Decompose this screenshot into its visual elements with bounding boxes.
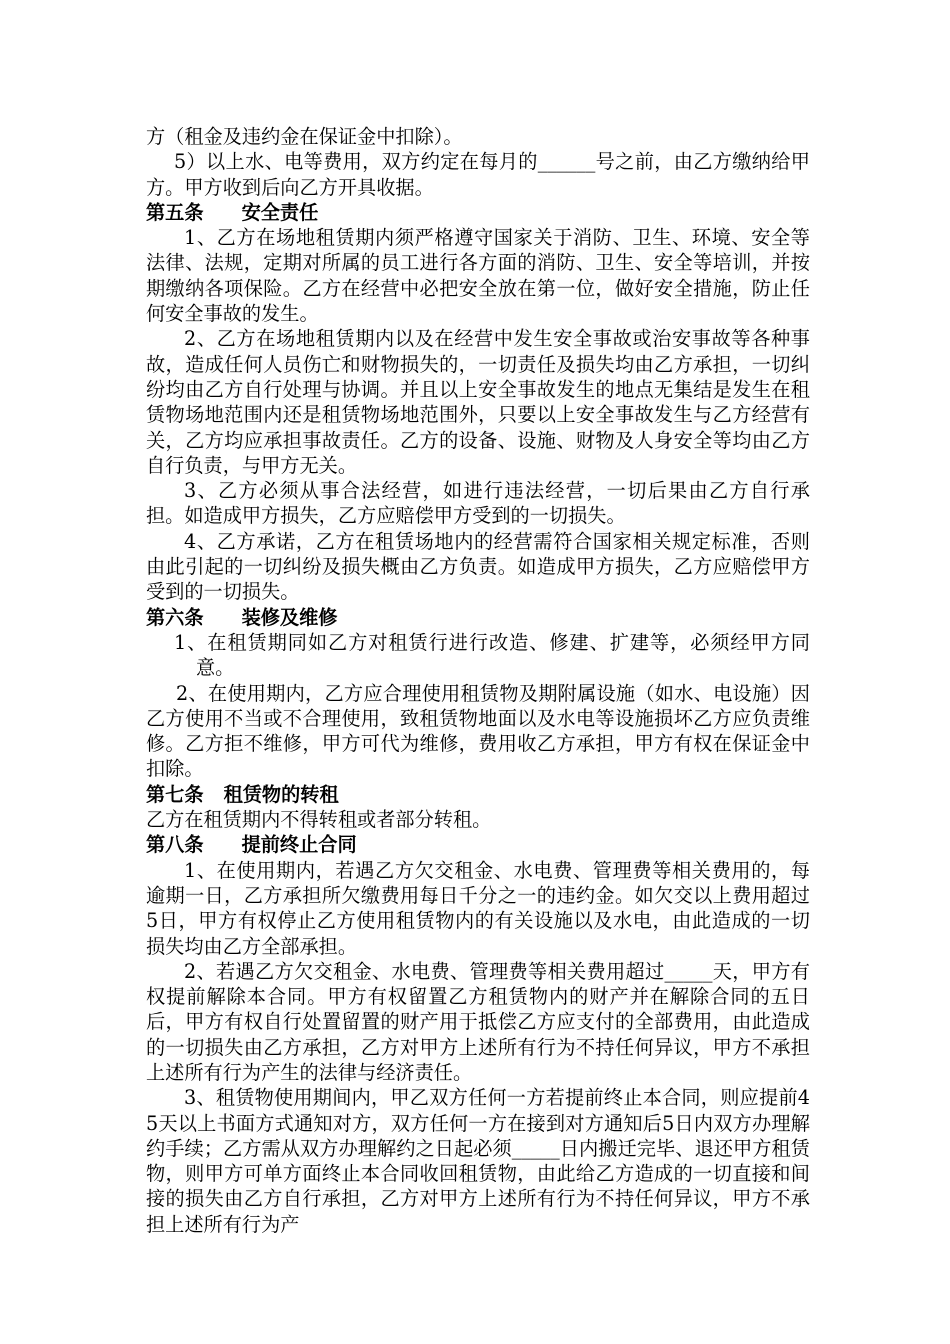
- paragraph-utility-payment: 5）以上水、电等费用，双方约定在每月的______号之前，由乙方缴纳给甲方。甲方收到后向乙方开具收据。: [146, 150, 810, 199]
- article-title: 安全责任: [241, 200, 319, 224]
- article-title: 租赁物的转租: [223, 782, 339, 806]
- paragraph-renovation-1: 1、在租赁期同如乙方对租赁行进行改造、修建、扩建等，必须经甲方同意。: [174, 630, 810, 680]
- paragraph-termination-3: 3、租赁物使用期间内，甲乙双方任何一方若提前终止本合同，则应提前45天以上书面方式通知对方，双方任何一方在接到对方通知后5日内双方办理解约手续；乙方需从双方办理解约之日起必须_____日内搬迁完毕、退还甲方租赁物，则甲方可单方面终止本合同收回租赁物，由此给乙方造成的一切直接和间接的损失由乙方自行承担，乙方对甲方上述所有行为不持任何异议，甲方不承担上述所有行为产: [146, 1086, 810, 1236]
- article-7-heading: [146, 782, 810, 807]
- paragraph-safety-4: 4、乙方承诺，乙方在租赁场地内的经营需符合国家相关规定标准，否则由此引起的一切纠纷及损失概由乙方负责。如造成甲方损失，乙方应赔偿甲方受到的一切损失。: [146, 529, 810, 604]
- article-number: 第七条: [146, 782, 204, 806]
- article-6-heading: [146, 605, 810, 630]
- article-5-heading: [146, 200, 810, 225]
- article-number: 第六条: [146, 605, 204, 629]
- paragraph-safety-2: 2、乙方在场地租赁期内以及在经营中发生安全事故或治安事故等各种事故，造成任何人员伤亡和财物损失的，一切责任及损失均由乙方承担，一切纠纷均由乙方自行处理与协调。并且以上安全事故发生的地点无集结是发生在租赁物场地范围内还是租赁物场地范围外，只要以上安全事故发生与乙方经营有关，乙方均应承担事故责任。乙方的设备、设施、财物及人身安全等均由乙方自行负责，与甲方无关。: [146, 327, 810, 477]
- paragraph-sublease: 乙方在租赁期内不得转租或者部分转租。: [146, 808, 492, 832]
- article-title: 装修及维修: [241, 605, 338, 629]
- article-title: 提前终止合同: [241, 833, 357, 857]
- paragraph-safety-1: 1、乙方在场地租赁期内须严格遵守国家关于消防、卫生、环境、安全等法律、法规，定期对所属的员工进行各方面的消防、卫生、安全等培训，并按期缴纳各项保险。乙方在经营中必把安全放在第一位，做好安全措施，防止任何安全事故的发生。: [146, 226, 810, 326]
- article-number: 第五条: [146, 200, 204, 224]
- contract-body: [146, 124, 810, 1237]
- paragraph-termination-1: 1、在使用期内，若遇乙方欠交租金、水电费、管理费等相关费用的，每逾期一日，乙方承担所欠缴费用每日千分之一的违约金。如欠交以上费用超过5日，甲方有权停止乙方使用租赁物内的有关设施以及水电，由此造成的一切损失均由乙方全部承担。: [146, 858, 810, 958]
- paragraph-safety-3: 3、乙方必须从事合法经营，如进行违法经营，一切后果由乙方自行承担。如造成甲方损失，乙方应赔偿甲方受到的一切损失。: [146, 479, 810, 528]
- article-number: 第八条: [146, 833, 204, 857]
- paragraph-deposit-deduction: 方（租金及违约金在保证金中扣除）。: [146, 125, 463, 148]
- paragraph-termination-2: 2、若遇乙方欠交租金、水电费、管理费等相关费用超过_____天，甲方有权提前解除本合同。甲方有权留置乙方租赁物内的财产并在解除合同的五日后，甲方有权自行处置留置的财产用于抵偿乙方应支付的全部费用，由此造成的一切损失由乙方承担，乙方对甲方上述所有行为不持任何异议，甲方不承担上述所有行为产生的法律与经济责任。: [146, 959, 810, 1084]
- article-8-heading: [146, 832, 810, 857]
- paragraph-renovation-2: 2、在使用期内，乙方应合理使用租赁物及期附属设施（如水、电设施）因乙方使用不当或不合理使用，致租赁物地面以及水电等设施损坏乙方应负责维修。乙方拒不维修，甲方可代为维修，费用收乙方承担，甲方有权在保证金中扣除。: [146, 681, 810, 781]
